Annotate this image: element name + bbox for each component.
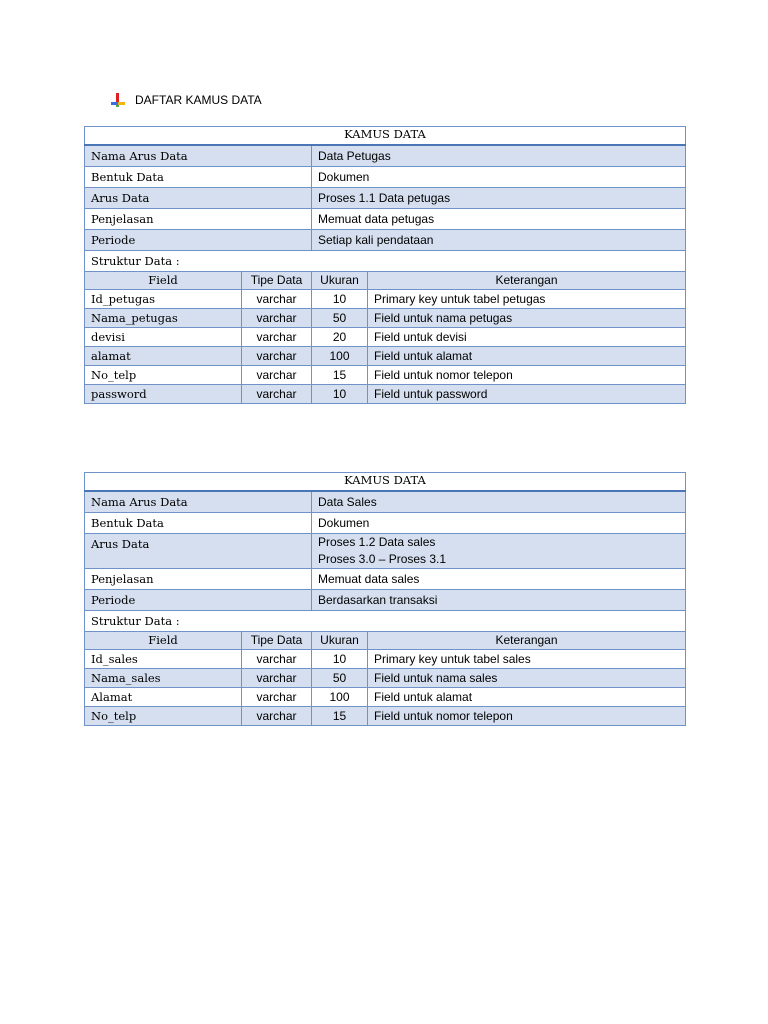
size-cell: 50	[312, 669, 368, 688]
property-value	[312, 590, 686, 611]
description-cell: Primary key untuk tabel petugas	[368, 290, 686, 309]
type-cell: varchar	[242, 328, 312, 347]
description-cell: Field untuk nama petugas	[368, 309, 686, 328]
table-row	[85, 347, 686, 366]
document-heading	[111, 93, 262, 107]
property-value-line: Proses 1.2 Data sales	[318, 535, 436, 549]
property-label: Bentuk Data	[85, 513, 312, 534]
property-value-line: Proses 3.0 – Proses 3.1	[318, 552, 447, 566]
description-cell: Field untuk nomor telepon	[368, 707, 686, 726]
struktur-label: Struktur Data :	[85, 611, 686, 632]
property-value	[312, 569, 686, 590]
column-header-row	[85, 632, 686, 650]
property-row	[85, 167, 686, 188]
size-cell: 15	[312, 366, 368, 385]
size-cell: 50	[312, 309, 368, 328]
field-cell: devisi	[85, 328, 242, 347]
field-cell: password	[85, 385, 242, 404]
column-header: Ukuran	[312, 632, 368, 650]
property-value	[312, 167, 686, 188]
property-row	[85, 491, 686, 513]
property-value	[312, 188, 686, 209]
type-cell: varchar	[242, 385, 312, 404]
property-value	[312, 230, 686, 251]
field-cell: No_telp	[85, 366, 242, 385]
property-value-line: Dokumen	[318, 170, 370, 184]
struktur-row	[85, 251, 686, 272]
heading-text: DAFTAR KAMUS DATA	[135, 93, 262, 107]
property-label: Penjelasan	[85, 569, 312, 590]
property-value-line: Data Petugas	[318, 149, 391, 163]
property-value-line: Data Sales	[318, 495, 377, 509]
property-label: Bentuk Data	[85, 167, 312, 188]
kamus-data-table-petugas	[84, 126, 686, 404]
column-header: Field	[85, 632, 242, 650]
kamus-data-table-sales	[84, 472, 686, 726]
description-cell: Field untuk password	[368, 385, 686, 404]
property-value	[312, 209, 686, 230]
table-row	[85, 309, 686, 328]
property-value-line: Proses 1.1 Data petugas	[318, 191, 451, 205]
table-title-row	[85, 127, 686, 146]
table-row	[85, 290, 686, 309]
table-title-row	[85, 473, 686, 492]
property-label: Periode	[85, 230, 312, 251]
type-cell: varchar	[242, 650, 312, 669]
property-value	[312, 513, 686, 534]
property-row	[85, 145, 686, 167]
table-title: KAMUS DATA	[85, 127, 686, 146]
property-row	[85, 230, 686, 251]
field-cell: Id_petugas	[85, 290, 242, 309]
type-cell: varchar	[242, 688, 312, 707]
size-cell: 100	[312, 688, 368, 707]
struktur-label: Struktur Data :	[85, 251, 686, 272]
table-row	[85, 385, 686, 404]
field-cell: Nama_petugas	[85, 309, 242, 328]
property-label: Arus Data	[85, 534, 312, 569]
property-label: Nama Arus Data	[85, 491, 312, 513]
description-cell: Field untuk nomor telepon	[368, 366, 686, 385]
type-cell: varchar	[242, 707, 312, 726]
column-header: Field	[85, 272, 242, 290]
property-value	[312, 145, 686, 167]
description-cell: Field untuk nama sales	[368, 669, 686, 688]
table-title: KAMUS DATA	[85, 473, 686, 492]
field-cell: Alamat	[85, 688, 242, 707]
property-label: Nama Arus Data	[85, 145, 312, 167]
property-row	[85, 188, 686, 209]
property-label: Arus Data	[85, 188, 312, 209]
bullet-icon	[111, 93, 125, 107]
column-header-row	[85, 272, 686, 290]
struktur-row	[85, 611, 686, 632]
table-row	[85, 328, 686, 347]
column-header: Tipe Data	[242, 272, 312, 290]
column-header: Keterangan	[368, 272, 686, 290]
field-cell: Id_sales	[85, 650, 242, 669]
size-cell: 100	[312, 347, 368, 366]
description-cell: Field untuk alamat	[368, 347, 686, 366]
field-cell: Nama_sales	[85, 669, 242, 688]
table-row	[85, 669, 686, 688]
property-row	[85, 569, 686, 590]
property-value	[312, 491, 686, 513]
property-row	[85, 534, 686, 569]
property-value-line: Dokumen	[318, 516, 370, 530]
property-value-line: Setiap kali pendataan	[318, 233, 434, 247]
property-row	[85, 209, 686, 230]
size-cell: 10	[312, 650, 368, 669]
property-label: Periode	[85, 590, 312, 611]
table-row	[85, 707, 686, 726]
type-cell: varchar	[242, 290, 312, 309]
property-value	[312, 534, 686, 569]
description-cell: Field untuk alamat	[368, 688, 686, 707]
column-header: Ukuran	[312, 272, 368, 290]
description-cell: Field untuk devisi	[368, 328, 686, 347]
description-cell: Primary key untuk tabel sales	[368, 650, 686, 669]
property-row	[85, 590, 686, 611]
table-row	[85, 688, 686, 707]
property-label: Penjelasan	[85, 209, 312, 230]
field-cell: alamat	[85, 347, 242, 366]
type-cell: varchar	[242, 669, 312, 688]
type-cell: varchar	[242, 309, 312, 328]
property-value-line: Memuat data sales	[318, 572, 420, 586]
property-value-line: Memuat data petugas	[318, 212, 435, 226]
table-row	[85, 366, 686, 385]
size-cell: 10	[312, 290, 368, 309]
size-cell: 20	[312, 328, 368, 347]
property-row	[85, 513, 686, 534]
size-cell: 15	[312, 707, 368, 726]
property-value-line: Berdasarkan transaksi	[318, 593, 438, 607]
column-header: Tipe Data	[242, 632, 312, 650]
column-header: Keterangan	[368, 632, 686, 650]
field-cell: No_telp	[85, 707, 242, 726]
type-cell: varchar	[242, 347, 312, 366]
table-row	[85, 650, 686, 669]
size-cell: 10	[312, 385, 368, 404]
type-cell: varchar	[242, 366, 312, 385]
